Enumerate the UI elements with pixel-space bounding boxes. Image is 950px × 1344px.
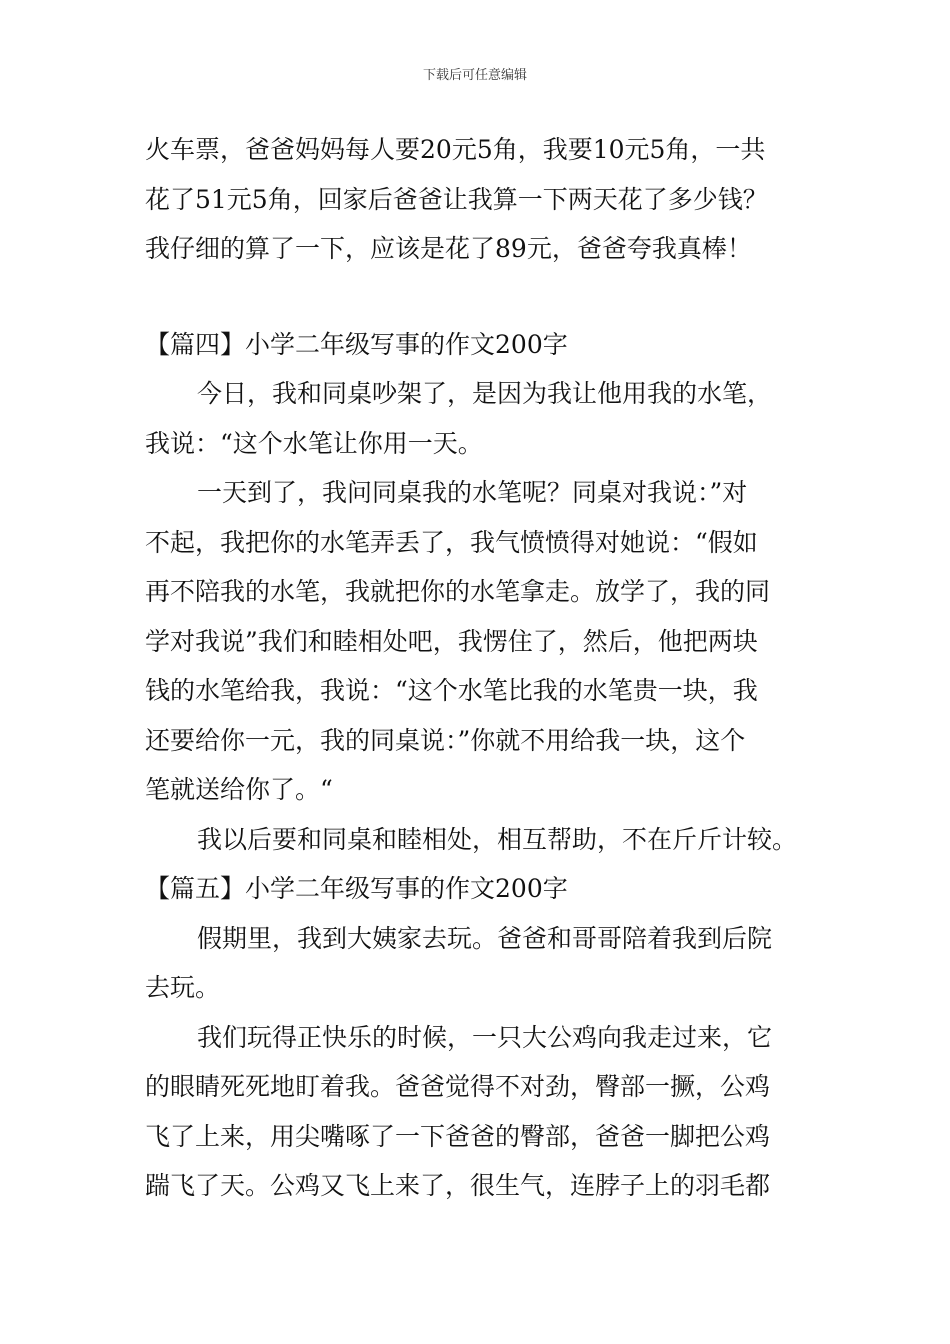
text-line: 我仔细的算了一下，应该是花了89元，爸爸夸我真棒！ xyxy=(145,234,752,263)
section-title: 【篇四】小学二年级写事的作文200字 xyxy=(145,329,568,359)
text-line: 的眼睛死死地盯着我。爸爸觉得不对劲，臀部一撅，公鸡 xyxy=(145,1072,771,1101)
text-line: 一天到了，我问同桌我的水笔呢？同桌对我说：”对 xyxy=(197,478,748,507)
text-line: 我说：“这个水笔让你用一天。 xyxy=(145,428,483,458)
text-line: 今日，我和同桌吵架了，是因为我让他用我的水笔， xyxy=(197,379,773,408)
text-line: 踹飞了天。公鸡又飞上来了，很生气，连脖子上的羽毛都 xyxy=(145,1171,771,1200)
section-title: 【篇五】小学二年级写事的作文200字 xyxy=(145,874,568,903)
text-line: 我们玩得正快乐的时候，一只大公鸡向我走过来，它 xyxy=(197,1022,773,1052)
document-body xyxy=(145,125,807,1211)
text-line: 不起，我把你的水笔弄丢了，我气愤愤得对她说：“假如 xyxy=(145,527,758,557)
paragraph-gap xyxy=(145,274,807,320)
text-line: 火车票，爸爸妈妈每人要20元5角，我要10元5角，一共 xyxy=(145,135,766,164)
text-line: 钱的水笔给我，我说：“这个水笔比我的水笔贵一块，我 xyxy=(145,676,758,705)
text-line: 飞了上来，用尖嘴啄了一下爸爸的臀部，爸爸一脚把公鸡 xyxy=(145,1121,771,1151)
text-line: 花了51元5角，回家后爸爸让我算一下两天花了多少钱？ xyxy=(145,184,768,214)
text-line: 笔就送给你了。“ xyxy=(145,775,333,804)
page-header: 下载后可任意编辑 xyxy=(422,68,527,83)
text-line: 我以后要和同桌和睦相处，相互帮助，不在斤斤计较。 xyxy=(197,824,798,854)
text-line: 还要给你一元，我的同桌说：”你就不用给我一块，这个 xyxy=(145,725,746,755)
text-line: 去玩。 xyxy=(145,973,221,1002)
text-line: 学对我说”我们和睦相处吧，我愣住了，然后，他把两块 xyxy=(145,626,758,656)
text-line: 再不陪我的水笔，我就把你的水笔拿走。放学了，我的同 xyxy=(145,577,771,606)
text-line: 假期里，我到大姨家去玩。爸爸和哥哥陪着我到后院 xyxy=(197,923,773,953)
